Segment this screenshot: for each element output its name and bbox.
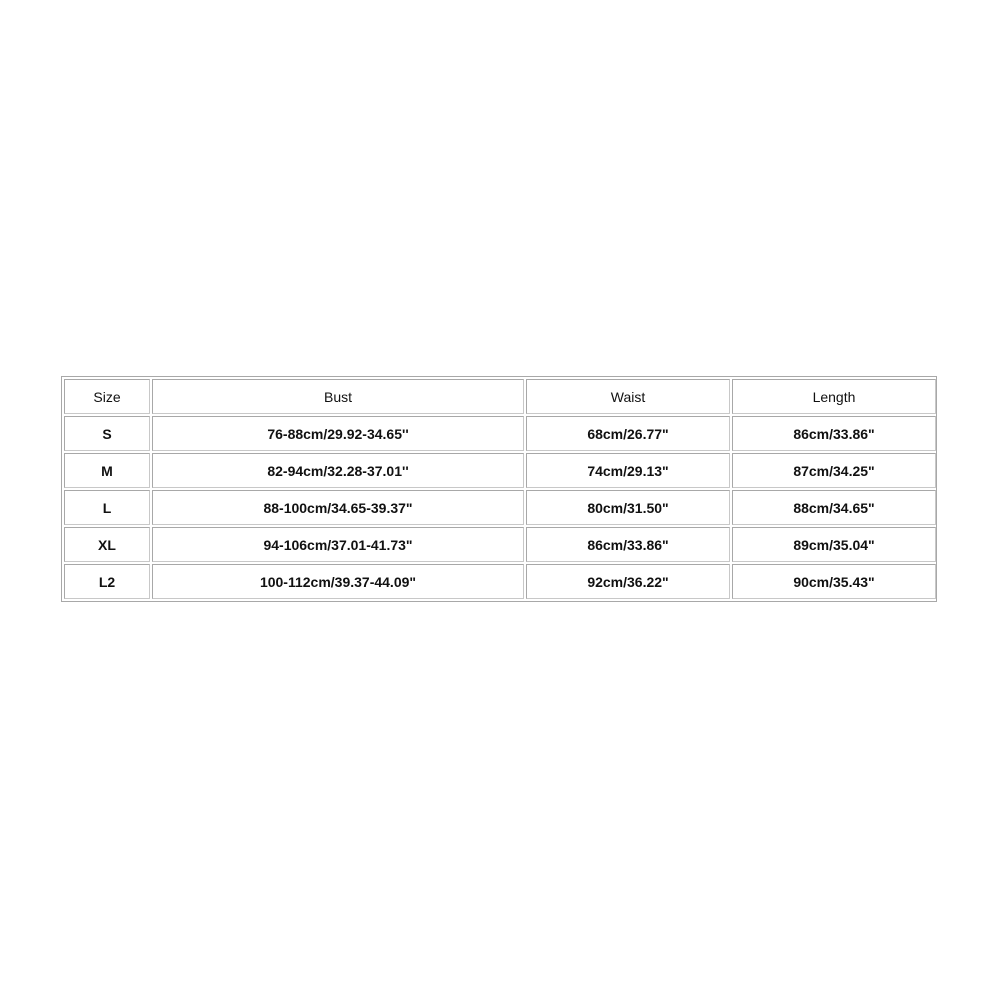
table-row (64, 490, 936, 525)
cell-size: L2 (64, 564, 150, 599)
cell-length: 87cm/34.25" (732, 453, 936, 488)
cell-waist: 68cm/26.77" (526, 416, 730, 451)
cell-waist: 92cm/36.22" (526, 564, 730, 599)
table-row (64, 564, 936, 599)
table-row (64, 527, 936, 562)
header-bust: Bust (152, 379, 524, 414)
cell-size: XL (64, 527, 150, 562)
cell-waist: 86cm/33.86" (526, 527, 730, 562)
cell-bust: 82-94cm/32.28-37.01'' (152, 453, 524, 488)
size-chart (61, 376, 937, 602)
cell-size: S (64, 416, 150, 451)
cell-length: 88cm/34.65" (732, 490, 936, 525)
cell-bust: 94-106cm/37.01-41.73" (152, 527, 524, 562)
cell-waist: 74cm/29.13" (526, 453, 730, 488)
header-waist: Waist (526, 379, 730, 414)
cell-size: M (64, 453, 150, 488)
cell-size: L (64, 490, 150, 525)
table-row (64, 416, 936, 451)
table-header-row (64, 379, 936, 414)
cell-bust: 88-100cm/34.65-39.37" (152, 490, 524, 525)
cell-waist: 80cm/31.50" (526, 490, 730, 525)
cell-length: 89cm/35.04" (732, 527, 936, 562)
cell-bust: 100-112cm/39.37-44.09" (152, 564, 524, 599)
table-row (64, 453, 936, 488)
header-length: Length (732, 379, 936, 414)
size-chart-table (62, 377, 938, 601)
cell-length: 90cm/35.43" (732, 564, 936, 599)
header-size: Size (64, 379, 150, 414)
cell-bust: 76-88cm/29.92-34.65'' (152, 416, 524, 451)
cell-length: 86cm/33.86" (732, 416, 936, 451)
